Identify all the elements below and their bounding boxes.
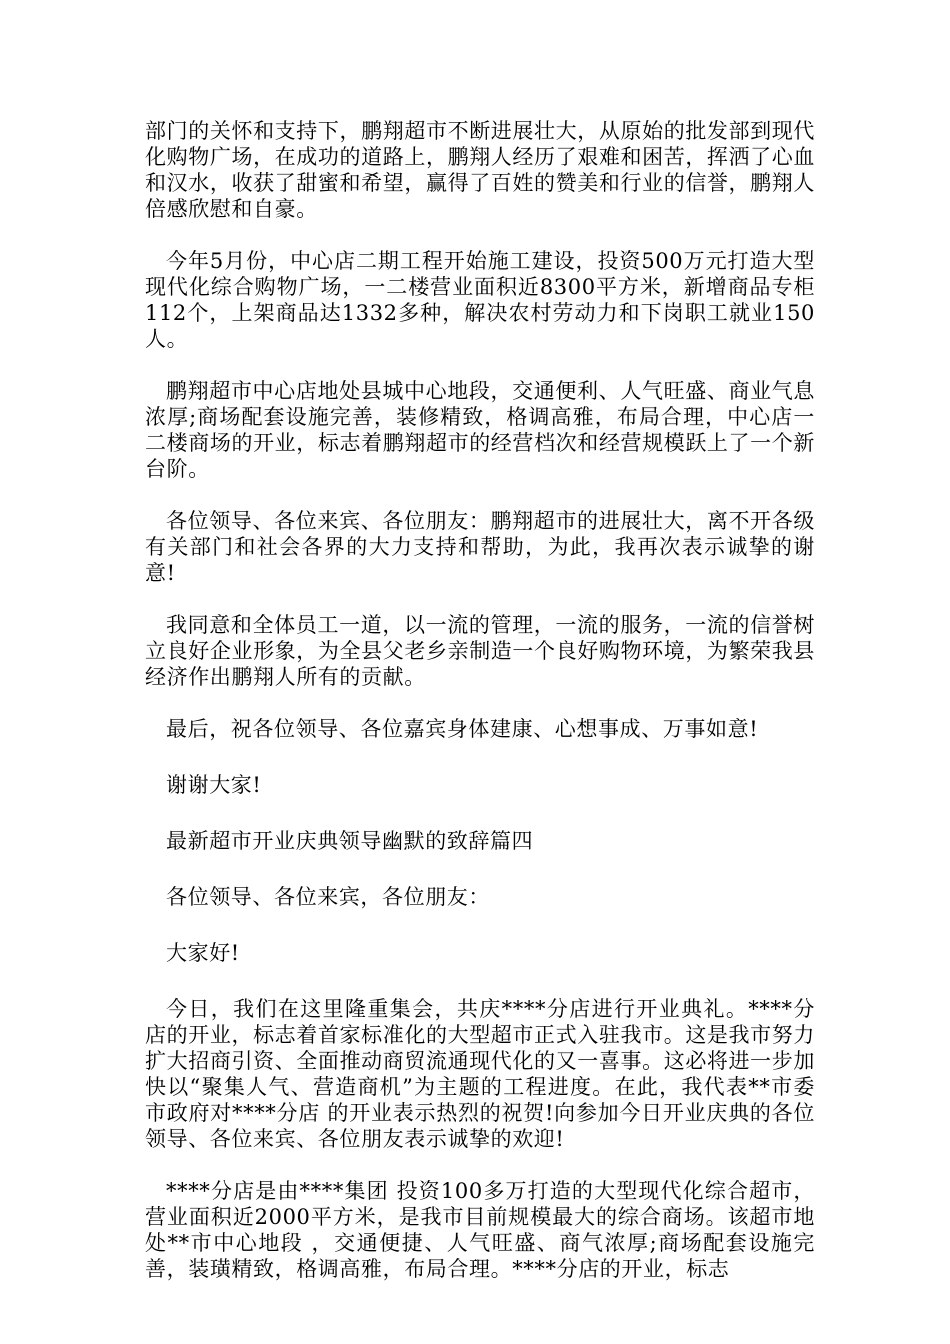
paragraph: 谢谢大家! bbox=[166, 773, 262, 797]
document-page bbox=[145, 118, 815, 1308]
paragraph: 我同意和全体员工一道，以一流的管理，一流的服务，一流的信誉树立良好企业形象，为全县父老乡亲制造一个良好购物环境，为繁荣我县经济作出鹏翔人所有的贡献。 bbox=[145, 613, 815, 689]
paragraph: ****分店是由****集团 投资100多万打造的大型现代化综合超市，营业面积近2000平方米，是我市目前规模最大的综合商场。该超市地处**市中心地段 ，交通便捷、人气旺盛、商气浓厚;商场配套设施完善，装璜精致，格调高雅，布局合理。****分店的开业，标志 bbox=[145, 1179, 815, 1281]
paragraph: 部门的关怀和支持下，鹏翔超市不断进展壮大，从原始的批发部到现代化购物广场，在成功的道路上，鹏翔人经历了艰难和困苦，挥洒了心血和汉水，收获了甜蜜和希望，赢得了百姓的赞美和行业的信誉，鹏翔人倍感欣慰和自豪。 bbox=[145, 119, 815, 221]
paragraph: 今年5月份，中心店二期工程开始施工建设，投资500万元打造大型现代化综合购物广场，一二楼营业面积近8300平方米，新增商品专柜112个，上架商品达1332多种，解决农村劳动力和下岗职工就业150人。 bbox=[145, 249, 815, 351]
greeting: 大家好! bbox=[166, 941, 240, 965]
paragraph: 各位领导、各位来宾、各位朋友：鹏翔超市的进展壮大，离不开各级有关部门和社会各界的大力支持和帮助，为此，我再次表示诚挚的谢意! bbox=[145, 509, 815, 585]
paragraph: 今日，我们在这里隆重集会，共庆****分店进行开业典礼。****分店的开业，标志着首家标准化的大型超市正式入驻我市。这是我市努力扩大招商引资、全面推动商贸流通现代化的又一喜事。这必将进一步加快以“聚集人气、营造商机”为主题的工程进度。在此，我代表**市委市政府对****分店 的开业表示热烈的祝贺!向参加今日开业庆典的各位领导、各位来宾、各位朋友表示诚挚的欢迎! bbox=[145, 997, 815, 1151]
salutation: 各位领导、各位来宾，各位朋友： bbox=[166, 885, 490, 909]
paragraph: 鹏翔超市中心店地处县城中心地段，交通便利、人气旺盛、商业气息浓厚;商场配套设施完善，装修精致，格调高雅，布局合理，中心店一二楼商场的开业，标志着鹏翔超市的经营档次和经营规模跃上了一个新台阶。 bbox=[145, 379, 815, 481]
section-heading: 最新超市开业庆典领导幽默的致辞篇四 bbox=[166, 829, 534, 853]
paragraph: 最后，祝各位领导、各位嘉宾身体建康、心想事成、万事如意! bbox=[166, 717, 759, 741]
